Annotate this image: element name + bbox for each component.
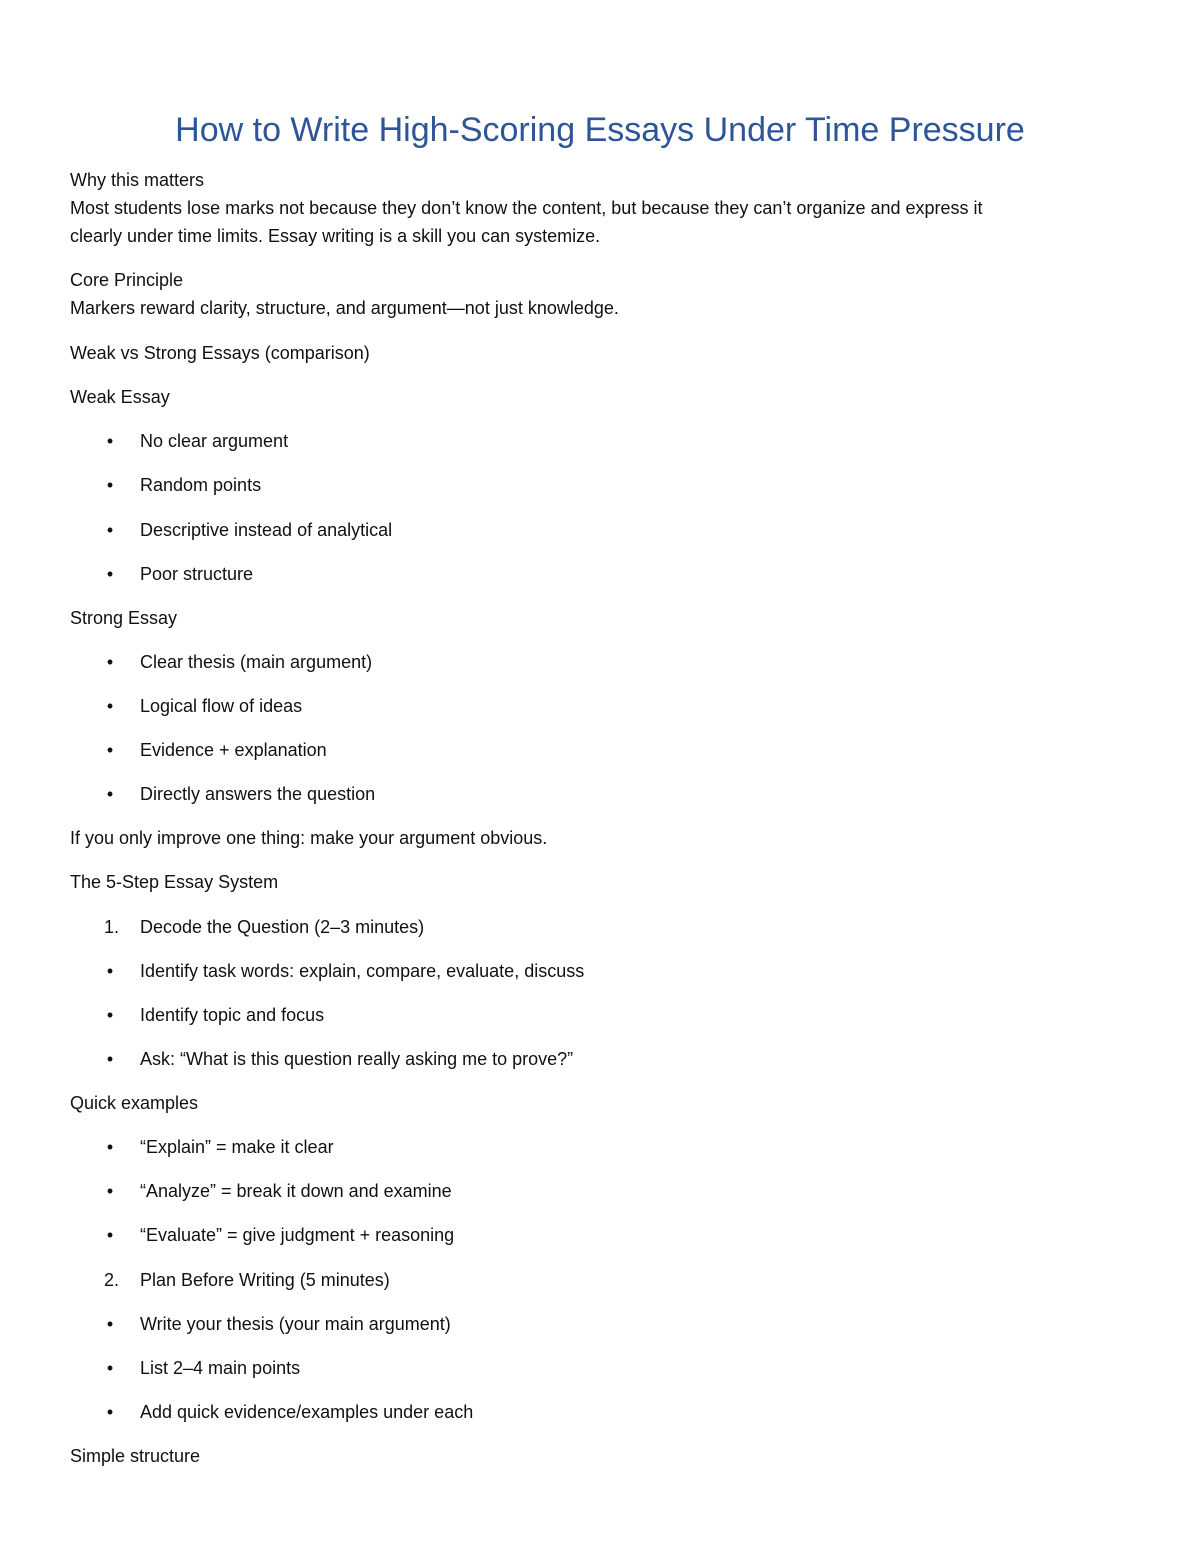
list-item-text: Descriptive instead of analytical (140, 520, 393, 540)
bullet-icon: • (106, 1225, 114, 1245)
step-label: Plan Before Writing (5 minutes) (140, 1270, 390, 1290)
bullet-icon: • (106, 1314, 114, 1334)
core-text: Markers reward clarity, structure, and argument—not just knowledge. (70, 298, 619, 318)
step-label: Decode the Question (2–3 minutes) (140, 917, 425, 937)
bullet-icon: • (106, 652, 114, 672)
bullet-icon: • (106, 1049, 114, 1069)
bullet-icon: • (106, 961, 114, 981)
list-item-text: Evidence + explanation (140, 740, 327, 760)
bullet-icon: • (106, 564, 114, 584)
comparison-heading: Weak vs Strong Essays (comparison) (70, 343, 370, 363)
list-item-text: Clear thesis (main argument) (140, 652, 373, 672)
bullet-icon: • (106, 520, 114, 540)
list-item-text: Identify task words: explain, compare, evaluate, discuss (140, 961, 585, 981)
system-heading: The 5-Step Essay System (70, 872, 279, 892)
bullet-icon: • (106, 1005, 114, 1025)
bullet-icon: • (106, 1358, 114, 1378)
bullet-icon: • (106, 1402, 114, 1422)
why-text-line-1: Most students lose marks not because they don’t know the content, but because they can’t organize and express it (70, 198, 983, 218)
list-item-text: Poor structure (140, 564, 254, 584)
why-text-line-2: clearly under time limits. Essay writing is a skill you can systemize. (70, 226, 601, 246)
list-item-text: Add quick evidence/examples under each (140, 1402, 474, 1422)
list-item-text: “Explain” = make it clear (140, 1137, 334, 1157)
list-item-text: No clear argument (140, 431, 289, 451)
why-heading: Why this matters (70, 170, 205, 190)
list-item-text: Write your thesis (your main argument) (140, 1314, 451, 1334)
step-number: 2. (104, 1270, 120, 1290)
bullet-icon: • (106, 784, 114, 804)
list-item-text: Ask: “What is this question really asking me to prove?” (140, 1049, 574, 1069)
bullet-icon: • (106, 1181, 114, 1201)
core-heading: Core Principle (70, 270, 184, 290)
bullet-icon: • (106, 696, 114, 716)
step-number: 1. (104, 917, 120, 937)
bullet-icon: • (106, 1137, 114, 1157)
bullet-icon: • (106, 475, 114, 495)
list-item-text: Random points (140, 475, 262, 495)
bullet-icon: • (106, 431, 114, 451)
weak-essay-heading: Weak Essay (70, 387, 170, 407)
list-item-text: “Evaluate” = give judgment + reasoning (140, 1225, 455, 1245)
list-item-text: Directly answers the question (140, 784, 376, 804)
list-item-text: Identify topic and focus (140, 1005, 325, 1025)
list-item-text: Logical flow of ideas (140, 696, 303, 716)
document-title: How to Write High-Scoring Essays Under Time Pressure (175, 111, 1025, 149)
list-item-text: List 2–4 main points (140, 1358, 301, 1378)
examples-heading: Quick examples (70, 1093, 199, 1113)
structure-heading: Simple structure (70, 1446, 201, 1466)
improvement-tip: If you only improve one thing: make your argument obvious. (70, 828, 548, 848)
bullet-icon: • (106, 740, 114, 760)
strong-essay-heading: Strong Essay (70, 608, 178, 628)
list-item-text: “Analyze” = break it down and examine (140, 1181, 452, 1201)
